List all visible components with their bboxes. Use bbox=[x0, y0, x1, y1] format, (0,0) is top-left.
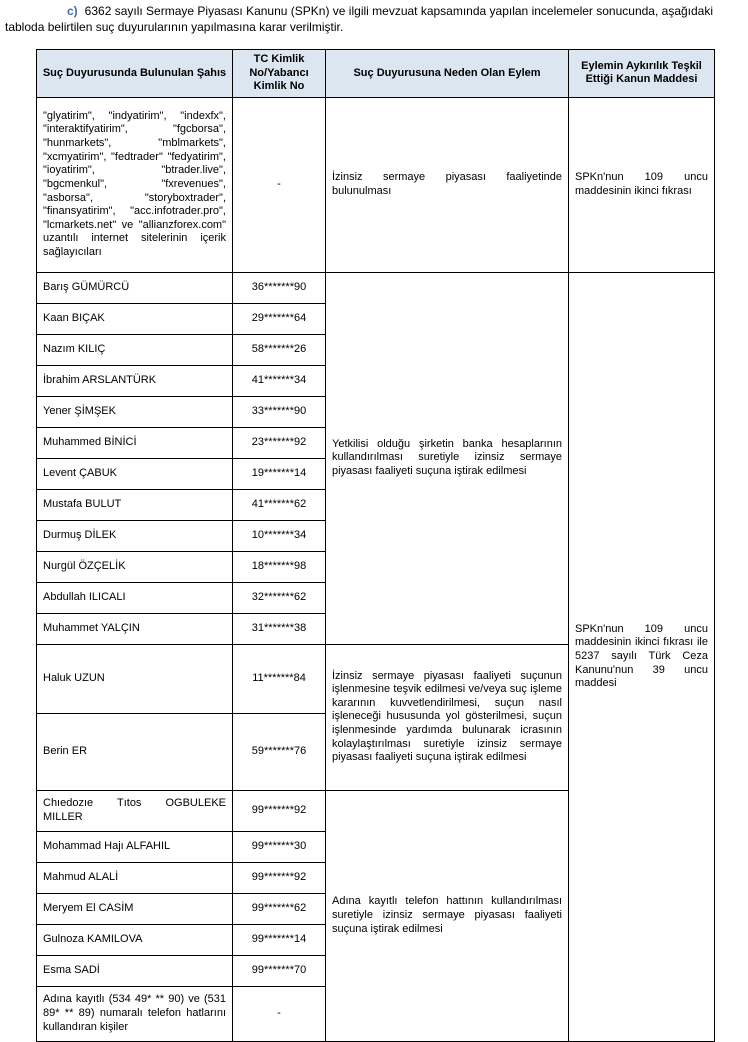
id-cell: 99*******30 bbox=[233, 831, 326, 862]
person-cell: Mohammad Hajı ALFAHIL bbox=[37, 831, 233, 862]
id-cell: 31*******38 bbox=[233, 613, 326, 644]
id-cell: 36*******90 bbox=[233, 272, 326, 303]
person-cell: Levent ÇABUK bbox=[37, 458, 233, 489]
id-cell: 41*******34 bbox=[233, 365, 326, 396]
id-cell: 32*******62 bbox=[233, 582, 326, 613]
table-header-row bbox=[37, 49, 715, 97]
col-header-id: TC Kimlik No/Yabancı Kimlik No bbox=[233, 49, 326, 97]
person-cell: Muhammet YALÇIN bbox=[37, 613, 233, 644]
id-cell: - bbox=[233, 986, 326, 1041]
person-cell: Durmuş DİLEK bbox=[37, 520, 233, 551]
person-cell: Haluk UZUN bbox=[37, 644, 233, 713]
id-cell: 10*******34 bbox=[233, 520, 326, 551]
person-cell: Berin ER bbox=[37, 713, 233, 790]
person-cell: Mustafa BULUT bbox=[37, 489, 233, 520]
id-cell: 58*******26 bbox=[233, 334, 326, 365]
col-header-law: Eylemin Aykırılık Teşkil Ettiği Kanun Maddesi bbox=[569, 49, 715, 97]
id-cell: 59*******76 bbox=[233, 713, 326, 790]
id-cell: 41*******62 bbox=[233, 489, 326, 520]
person-cell: İbrahim ARSLANTÜRK bbox=[37, 365, 233, 396]
id-cell: 99*******92 bbox=[233, 790, 326, 831]
id-cell: 18*******98 bbox=[233, 551, 326, 582]
id-cell: 99*******70 bbox=[233, 955, 326, 986]
person-cell: Barış GÜMÜRCÜ bbox=[37, 272, 233, 303]
person-cell: Chıedozıe Tıtos OGBULEKE MILLER bbox=[37, 790, 233, 831]
person-cell: Esma SADİ bbox=[37, 955, 233, 986]
col-header-action: Suç Duyurusuna Neden Olan Eylem bbox=[326, 49, 569, 97]
id-cell: 33*******90 bbox=[233, 396, 326, 427]
person-cell: Yener ŞİMŞEK bbox=[37, 396, 233, 427]
table-row bbox=[37, 272, 715, 303]
id-cell: 99*******14 bbox=[233, 924, 326, 955]
person-cell: Kaan BIÇAK bbox=[37, 303, 233, 334]
law-cell: SPKn'nun 109 uncu maddesinin ikinci fıkrası ile 5237 sayılı Türk Ceza Kanunu'nun 39 uncu maddesi bbox=[569, 272, 715, 1041]
table-row bbox=[37, 97, 715, 272]
law-cell: SPKn'nun 109 uncu maddesinin ikinci fıkrası bbox=[569, 97, 715, 272]
action-cell: İzinsiz sermaye piyasası faaliyeti suçunun işlenmesine teşvik edilmesi ve/veya suç işleme kararının kuvvetlendirilmesi, suçun nasıl işleneceği hususunda yol gösterilmesi, suçun işlenmesinde yardımda bulunarak icrasının kolaylaştırılması suretiyle izinsiz sermaye piyasası faaliyeti suçuna iştirak edilmesi bbox=[326, 644, 569, 790]
person-cell: Mahmud ALALİ bbox=[37, 862, 233, 893]
person-cell: Nurgül ÖZÇELİK bbox=[37, 551, 233, 582]
person-cell: Gulnoza KAMILOVA bbox=[37, 924, 233, 955]
person-cell: Nazım KILIÇ bbox=[37, 334, 233, 365]
intro-text: 6362 sayılı Sermaye Piyasası Kanunu (SPKn) ve ilgili mevzuat kapsamında yapılan incelemeler sonucunda, aşağıdaki tabloda belirtilen suç duyurularının yapılmasına karar verilmiştir. bbox=[5, 4, 714, 34]
id-cell: 19*******14 bbox=[233, 458, 326, 489]
intro-marker: c) bbox=[67, 4, 78, 18]
person-cell: Muhammed BİNİCİ bbox=[37, 427, 233, 458]
id-cell: 99*******92 bbox=[233, 862, 326, 893]
person-cell: Meryem El CASİM bbox=[37, 893, 233, 924]
id-cell: 99*******62 bbox=[233, 893, 326, 924]
id-cell: 11*******84 bbox=[233, 644, 326, 713]
action-cell: Adına kayıtlı telefon hattının kullandırılması suretiyle izinsiz sermaye piyasası faaliyeti suçuna iştirak edilmesi bbox=[326, 790, 569, 1041]
person-cell: "glyatirim", "indyatirim", "indexfx", "interaktifyatirim", "fgcborsa", "hunmarkets", "mblmarkets", "xcmyatirim", "fedtrader" "fedyatirim", "ioyatirim", "btrader.live", "bgcmenkul", "fxrevenues", "asborsa", "storyboxtrader", "finansyatirim", "acc.infotrader.pro", "lcmarkets.net" ve "allianzforex.com" uzantılı internet sitelerinin içerik sağlayıcıları bbox=[37, 97, 233, 272]
id-cell: - bbox=[233, 97, 326, 272]
complaints-table bbox=[36, 49, 715, 1042]
id-cell: 29*******64 bbox=[233, 303, 326, 334]
action-cell: İzinsiz sermaye piyasası faaliyetinde bulunulması bbox=[326, 97, 569, 272]
col-header-person: Suç Duyurusunda Bulunulan Şahıs bbox=[37, 49, 233, 97]
action-cell: Yetkilisi olduğu şirketin banka hesaplarının kullandırılması suretiyle izinsiz sermaye piyasası faaliyeti suçuna iştirak edilmesi bbox=[326, 272, 569, 644]
person-cell: Abdullah ILICALI bbox=[37, 582, 233, 613]
intro-paragraph bbox=[5, 4, 726, 36]
id-cell: 23*******92 bbox=[233, 427, 326, 458]
person-cell: Adına kayıtlı (534 49* ** 90) ve (531 89* ** 89) numaralı telefon hatlarını kullandıran kişiler bbox=[37, 986, 233, 1041]
